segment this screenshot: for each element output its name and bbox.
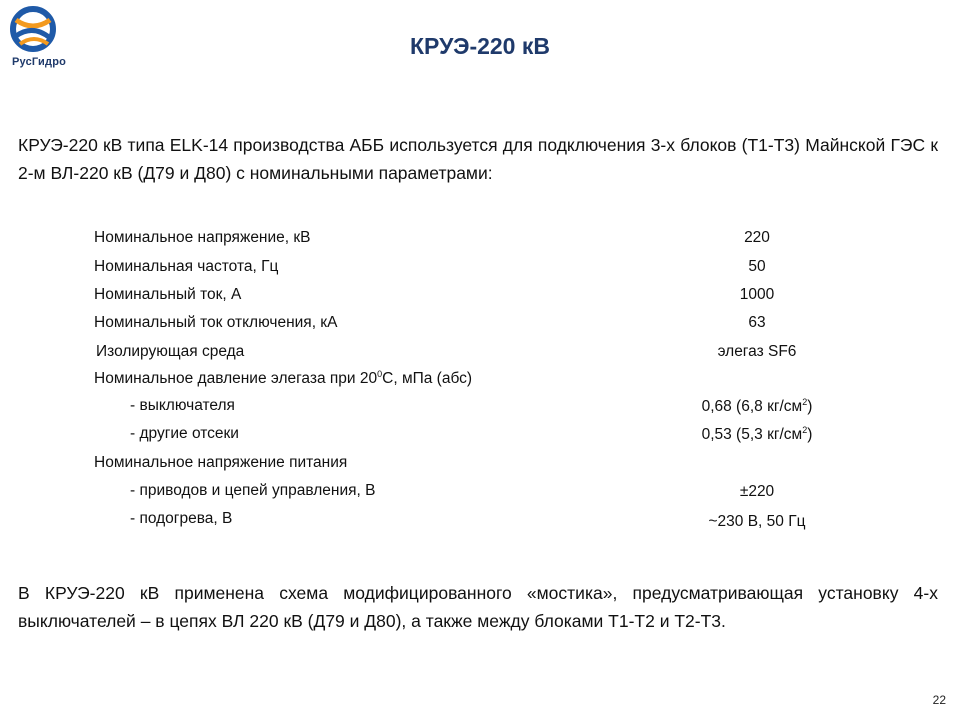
param-value: ~230 В, 50 Гц <box>708 513 806 530</box>
param-label: - приводов и цепей управления, В <box>130 482 376 499</box>
param-value: элегаз SF6 <box>717 343 797 360</box>
param-value: 63 <box>748 314 766 331</box>
page-number: 22 <box>932 693 946 707</box>
param-label: - выключателя <box>130 397 235 414</box>
param-label: Номинальная частота, Гц <box>94 258 279 275</box>
param-label: Изолирующая среда <box>96 343 245 360</box>
param-label: - подогрева, В <box>130 510 233 527</box>
param-value: 0,68 (6,8 $кг/см^2$) <box>701 397 813 416</box>
param-label: - другие отсеки <box>130 425 239 442</box>
param-label: Номинальный ток, А <box>94 286 242 303</box>
intro-paragraph: КРУЭ-220 кВ типа ELK-14 производства АББ используется для подключения 3-х блоков (Т1-Т3) Майнской ГЭС к 2-м ВЛ-220 кВ (Д79 и Д80) с номинальными параметрами: <box>18 135 938 183</box>
param-value: ±220 <box>739 483 775 500</box>
param-value: 1000 <box>739 286 775 303</box>
param-label: Номинальное давление элегаза при $20^0С$, мПа (абс) <box>94 369 473 388</box>
logo-text: РусГидро <box>12 56 67 68</box>
outro-paragraph: В КРУЭ-220 кВ применена схема модифицированного «мостика», предусматривающая установку 4-х выключателей – в цепях ВЛ 220 кВ (Д79 и Д80), а также между блоками Т1-Т2 и Т2-Т3. <box>18 583 938 631</box>
param-label: Номинальный ток отключения, кА <box>94 314 338 331</box>
param-label: Номинальное напряжение, кВ <box>94 229 311 246</box>
param-label: Номинальное напряжение питания <box>94 454 348 471</box>
page-title: КРУЭ-220 кВ <box>410 33 550 59</box>
param-value: 220 <box>744 229 770 246</box>
param-value: 0,53 (5,3 $кг/см^2$) <box>701 425 813 444</box>
param-value: 50 <box>748 258 766 275</box>
